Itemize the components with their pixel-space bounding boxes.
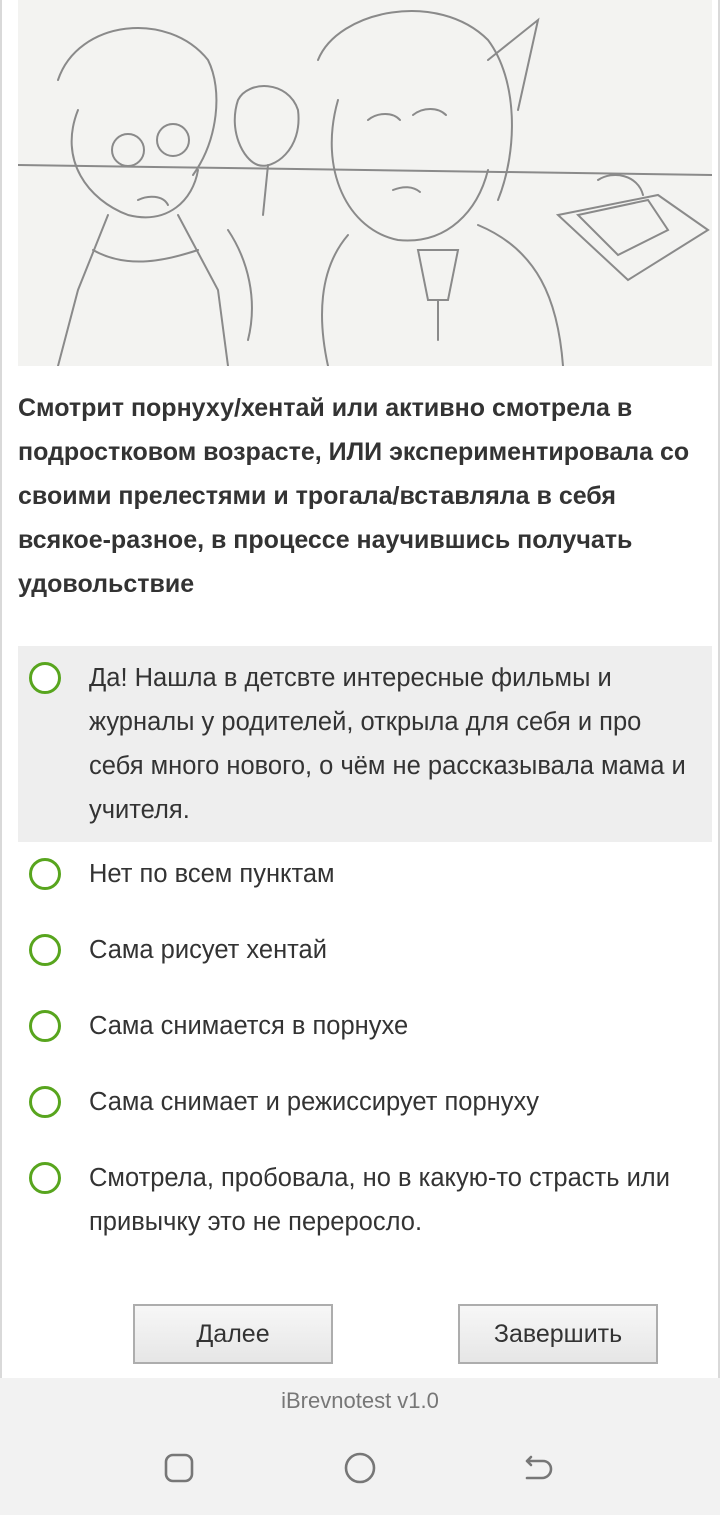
radio-button-icon[interactable] — [29, 934, 61, 966]
answer-option-1[interactable] — [18, 646, 712, 842]
answer-option-label: Смотрела, пробовала, но в какую-то страсть или привычку это не переросло. — [89, 1164, 670, 1236]
answer-option-6[interactable] — [18, 1146, 712, 1266]
sketch-image — [18, 0, 712, 366]
answer-option-5[interactable] — [18, 1070, 712, 1146]
back-icon[interactable] — [516, 1446, 560, 1490]
radio-button-icon[interactable] — [29, 858, 61, 890]
radio-button-icon[interactable] — [29, 1162, 61, 1194]
answer-option-label: Нет по всем пунктам — [89, 860, 335, 888]
answer-options — [18, 646, 712, 1266]
answer-option-label: Сама рисует хентай — [89, 936, 327, 964]
footer — [0, 1378, 720, 1515]
version-label: iBrevnotest v1.0 — [281, 1388, 439, 1413]
question-illustration — [18, 0, 712, 366]
action-buttons — [0, 1304, 720, 1364]
recents-icon[interactable] — [157, 1446, 201, 1490]
finish-button[interactable]: Завершить — [458, 1304, 658, 1364]
answer-option-2[interactable] — [18, 842, 712, 918]
home-icon[interactable] — [338, 1446, 382, 1490]
answer-option-4[interactable] — [18, 994, 712, 1070]
answer-option-label: Сама снимается в порнухе — [89, 1012, 409, 1040]
system-navigation-bar — [0, 1446, 720, 1490]
answer-option-label: Сама снимает и режиссирует порнуху — [89, 1088, 539, 1116]
radio-button-icon[interactable] — [29, 662, 61, 694]
answer-option-3[interactable] — [18, 918, 712, 994]
radio-button-icon[interactable] — [29, 1010, 61, 1042]
answer-option-label: Да! Нашла в детсвте интересные фильмы и журналы у родителей, открыла для себя и про себя много нового, о чём не рассказывала мама и учителя. — [89, 664, 686, 824]
question-text: Смотрит порнуху/хентай или активно смотрела в подростковом возрасте, ИЛИ экспериментировала со своими прелестями и трогала/вставляла в себя всякое-разное, в процессе научившись получать удовольствие — [18, 394, 690, 598]
next-button[interactable]: Далее — [133, 1304, 333, 1364]
radio-button-icon[interactable] — [29, 1086, 61, 1118]
